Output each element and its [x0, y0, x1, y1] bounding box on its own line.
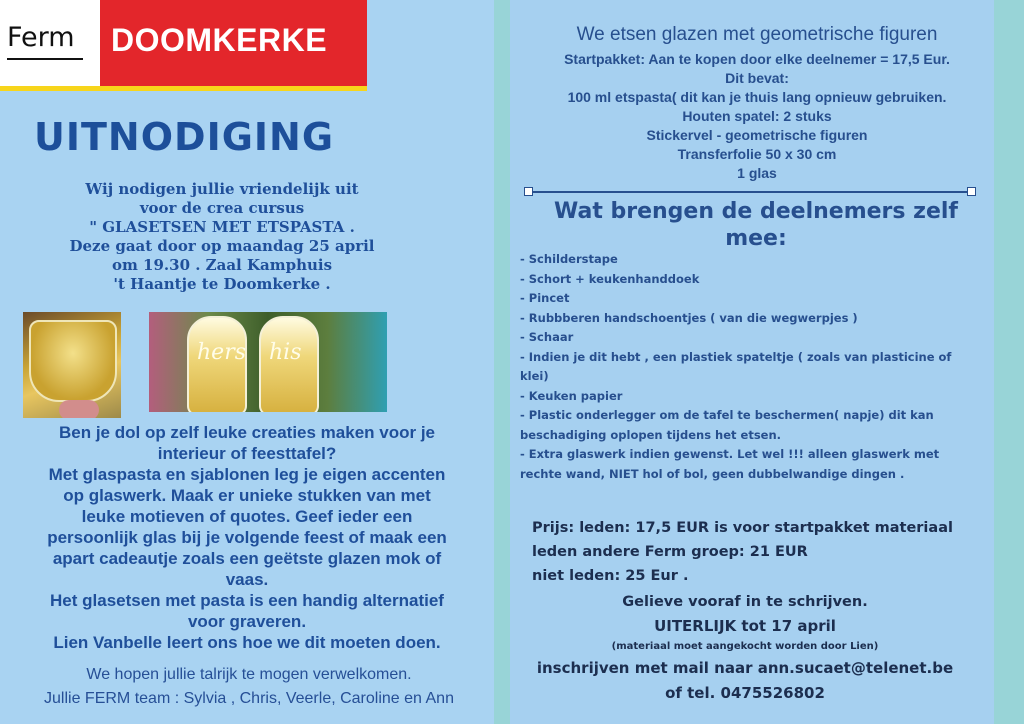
page-title: UITNODIGING — [34, 115, 335, 159]
logo-doomkerke-text: DOOMKERKE — [111, 22, 328, 58]
center-gutter — [494, 0, 510, 724]
etched-flutes-photo: hers his — [149, 312, 387, 412]
list-item: - Schaar — [520, 330, 574, 344]
deadline: UITERLIJK tot 17 april — [654, 617, 836, 635]
section-divider — [528, 191, 970, 193]
list-item: - Keuken papier — [520, 388, 623, 403]
phone-contact: of tel. 0475526802 — [665, 684, 825, 702]
price-info: Prijs: leden: 17,5 EUR is voor startpakket materiaal leden andere Ferm groep: 21 EUR niet leden: 25 Eur . — [532, 520, 953, 584]
list-item: - Schilderstape — [520, 252, 618, 266]
list-item: - Rubbberen handschoentjes ( van die wegwerpjes ) — [520, 310, 858, 325]
description-text: Ben je dol op zelf leuke creaties maken voor je interieur of feesttafel? Met glaspasta en sjablonen leg je eigen accenten op glaswerk. Maak er unieke stukken van met leuke motieven of quotes. Geef ieder een persoonlijk glas bij je volgende feest of maak een apart cadeautje zoals een geëtste glazen mok of vaas. Het glasetsen met pasta is een handig alternatief voor graveren. Lien Vanbelle leert ons hoe we dit moeten doen. — [47, 423, 447, 652]
divider-handle-right — [967, 187, 976, 196]
bring-items-list — [520, 250, 980, 484]
mail-contact: inschrijven met mail naar ann.sucaet@telenet.be — [536, 659, 954, 677]
right-edge — [994, 0, 1024, 724]
invitation-intro: Wij nodigen jullie vriendelijk uit voor de crea cursus " GLASETSEN MET ETSPASTA . Deze gaat door op maandag 25 april om 19.30 . Zaal Kamphuis 't Haantje te Doomkerke . — [69, 180, 375, 293]
ferm-logo — [0, 0, 367, 86]
list-item: - Plastic onderlegger om de tafel te beschermen( napje) dit kan beschadiging oplopen tijdens het etsen. — [520, 408, 934, 442]
divider-handle-left — [524, 187, 533, 196]
list-item: - Pincet — [520, 291, 570, 305]
list-item: - Indien je dit hebt , een plastiek spateltje ( zoals van plasticine of klei) — [520, 349, 952, 383]
etched-mug-photo — [23, 312, 121, 418]
team-signature: Jullie FERM team : Sylvia , Chris, Veerle, Caroline en Ann — [44, 690, 454, 707]
closing-line: We hopen jullie talrijk te mogen verwelkomen. — [86, 666, 412, 683]
logo-ferm-text: Ferm — [7, 22, 75, 53]
starter-pack-list: Startpakket: Aan te kopen door elke deelnemer = 17,5 Eur. Dit bevat: 100 ml etspasta( dit kan je thuis lang opnieuw gebruiken. Houten spatel: 2 stuks Stickervel - geometrische figuren Transferfolie 50 x 30 cm 1 glas — [564, 51, 950, 181]
bring-items-title: Wat brengen de deelnemers zelf mee: — [553, 199, 958, 251]
enrollment-info: Gelieve vooraf in te schrijven. UITERLIJK tot 17 april (materiaal moet aangekocht worden door Lien) inschrijven met mail naar ann.sucaet@telenet.be of tel. 0475526802 — [528, 590, 962, 706]
course-heading: We etsen glazen met geometrische figuren — [576, 24, 938, 45]
list-item: - Schort + keukenhanddoek — [520, 271, 700, 286]
list-item: - Extra glaswerk indien gewenst. Let wel !!! alleen glaswerk met rechte wand, NIET hol of bol, geen dubbelwandige dingen . — [520, 447, 940, 481]
